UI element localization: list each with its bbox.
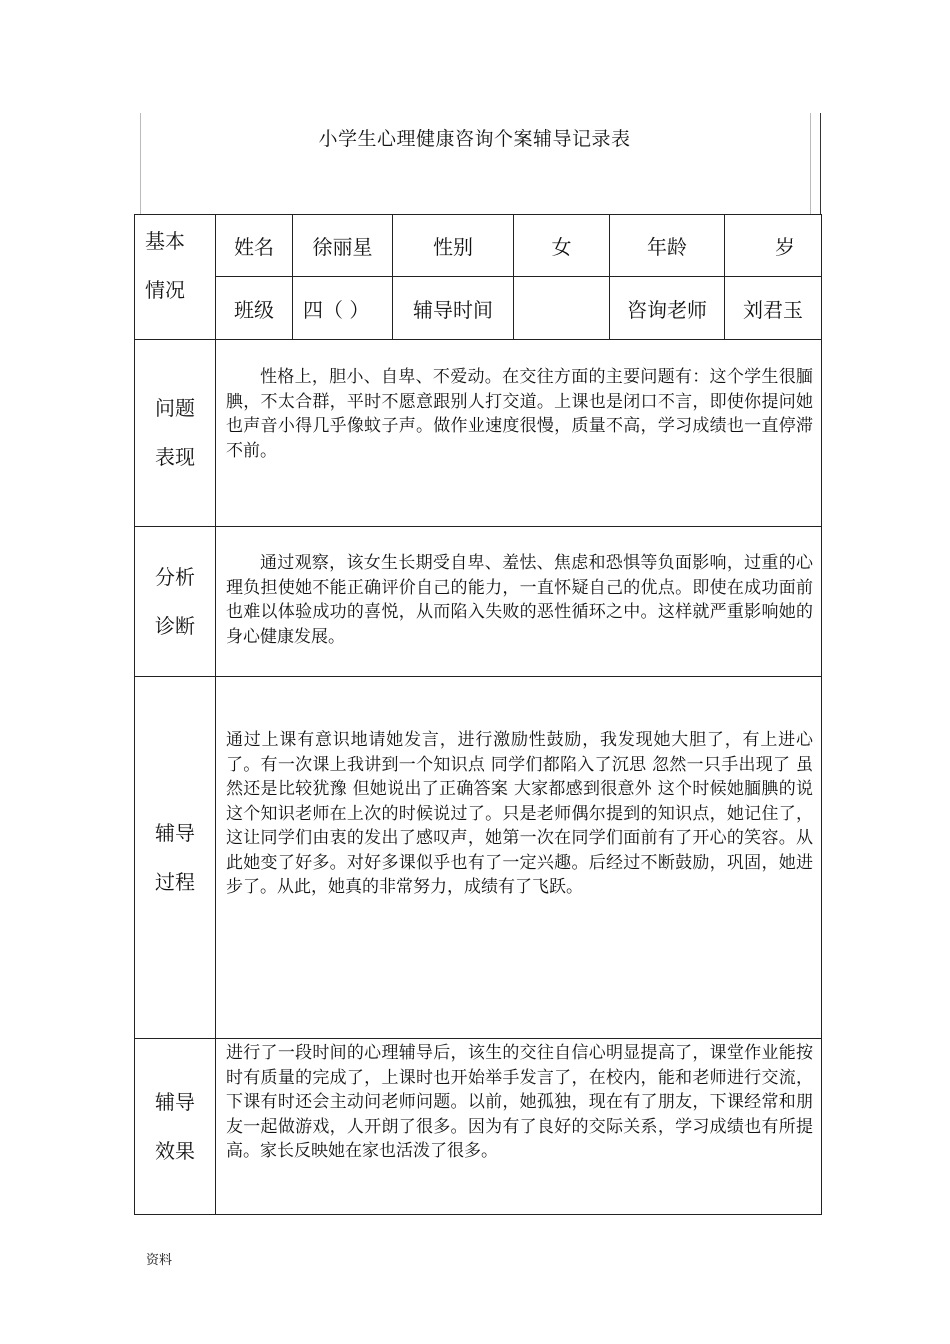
time-label: 辅导时间: [393, 277, 514, 340]
title-frame-outer-line: [820, 113, 821, 214]
class-label: 班级: [216, 277, 293, 340]
class-value: 四（ ）: [293, 277, 393, 340]
age-value: 岁: [725, 215, 822, 277]
gender-label: 性别: [393, 215, 514, 277]
effect-label-line2: 效果: [155, 1138, 195, 1163]
effect-label-line1: 辅导: [155, 1089, 195, 1114]
effect-text: 进行了一段时间的心理辅导后，该生的交往自信心明显提高了，课堂作业能按时有质量的完成了，上课时也开始举手发言了，在校内，能和老师进行交流，下课有时还会主动问老师问题。以前，她孤独，现在有了朋友，下课经常和朋友一起做游戏，人开朗了很多。因为有了良好的交际关系，学习成绩也有所提高。家长反映她在家也活泼了很多。: [226, 1043, 813, 1161]
basic-info-label-line2: 情况: [145, 278, 185, 302]
basic-info-label: [135, 215, 216, 340]
process-text: 通过上课有意识地请她发言，进行激励性鼓励，我发现她大胆了，有上进心了。有一次课上我讲到一个知识点 同学们都陷入了沉思 忽然一只手出现了 虽然还是比较犹豫 但她说出了正确答案 大家都感到很意外 这个时候她腼腆的说 这个知识老师在上次的时候说过了。只是老师偶尔提到的知识点，她记住了，这让同学们由衷的发出了感叹声，她第一次在同学们面前有了开心的笑容。从此她变了好多。对好多课似乎也有了一定兴趣。后经过不断鼓励，巩固，她进步了。从此，她真的非常努力，成绩有了飞跃。: [226, 730, 813, 897]
teacher-value: 刘君玉: [725, 277, 822, 340]
analysis-label: [135, 527, 216, 677]
age-label: 年龄: [610, 215, 725, 277]
process-label-line1: 辅导: [155, 820, 195, 845]
footer-note: 资料: [146, 1253, 173, 1268]
problem-label: [135, 340, 216, 527]
record-table: [134, 214, 822, 1215]
problem-content: [216, 340, 822, 527]
gender-value: 女: [514, 215, 610, 277]
teacher-label: 咨询老师: [610, 277, 725, 340]
time-value: [514, 277, 610, 340]
effect-content: [216, 1039, 822, 1215]
analysis-label-line1: 分析: [155, 564, 195, 589]
analysis-text: 通过观察，该女生长期受自卑、羞怯、焦虑和恐惧等负面影响，过重的心理负担使她不能正确评价自己的能力，一直怀疑自己的优点。即使在成功面前也难以体验成功的喜悦，从而陷入失败的恶性循环之中。这样就严重影响她的身心健康发展。: [226, 553, 813, 647]
process-content: [216, 677, 822, 1039]
name-value: 徐丽星: [293, 215, 393, 277]
process-label: [135, 677, 216, 1039]
effect-label: [135, 1039, 216, 1215]
process-label-line2: 过程: [155, 869, 195, 894]
analysis-label-line2: 诊断: [155, 613, 195, 638]
form-title: 小学生心理健康咨询个案辅导记录表: [318, 128, 631, 150]
problem-text: 性格上，胆小、自卑、不爱动。在交往方面的主要问题有：这个学生很腼腆，不太合群，平时不愿意跟别人打交道。上课也是闭口不言，即使你提问她也声音小得几乎像蚊子声。做作业速度很慢，质量不高，学习成绩也一直停滞不前。: [226, 367, 813, 461]
analysis-content: [216, 527, 822, 677]
problem-label-line2: 表现: [155, 445, 195, 469]
name-label: 姓名: [216, 215, 293, 277]
problem-label-line1: 问题: [155, 396, 195, 420]
basic-info-label-line1: 基本: [145, 229, 185, 253]
